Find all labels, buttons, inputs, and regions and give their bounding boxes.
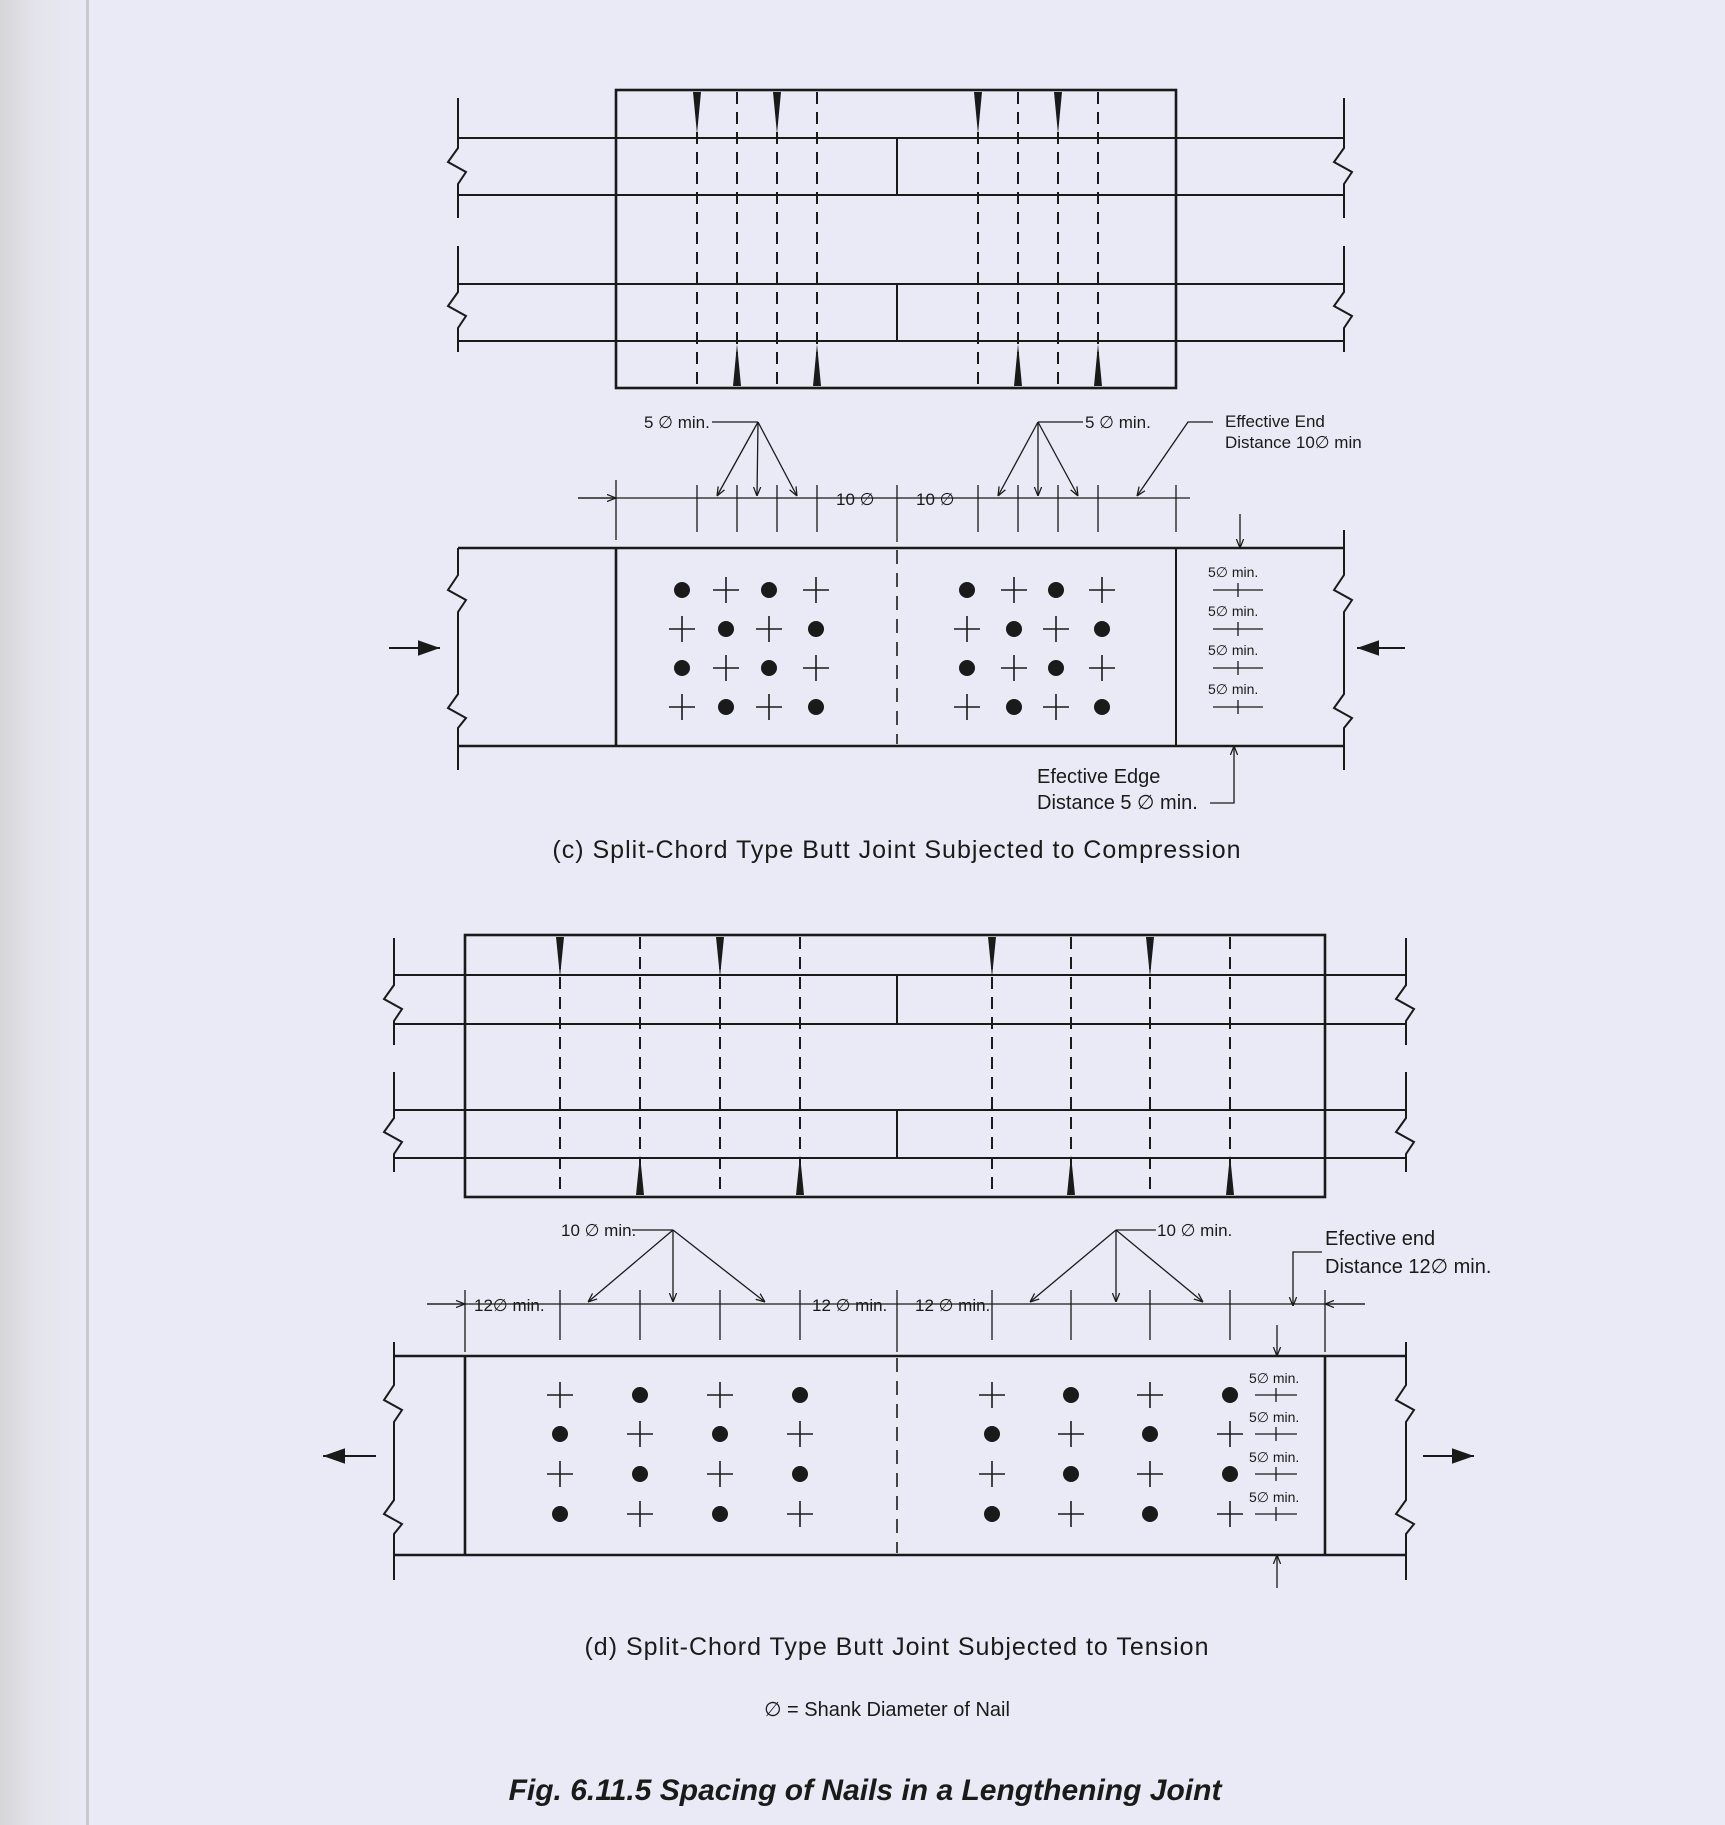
panel-d-edge-min-label-4: 5∅ min.	[1249, 1489, 1300, 1505]
nail-head-mark	[808, 699, 824, 715]
nail-point-mark	[1058, 1421, 1084, 1447]
nail-head-mark	[792, 1387, 808, 1403]
nail-head-mark	[1048, 582, 1064, 598]
nail-head-mark	[1063, 1466, 1079, 1482]
nail-point-mark	[713, 577, 739, 603]
nail-head-mark	[792, 1466, 808, 1482]
panel-d-dim-12-left: 12∅ min.	[474, 1296, 545, 1315]
panel-d-dim-12-mid-right: 12 ∅ min.	[915, 1296, 991, 1315]
panel-d-break-lines	[384, 938, 1414, 1172]
nail-point-mark	[669, 616, 695, 642]
nail-point-mark	[803, 577, 829, 603]
nail-head-mark	[1006, 621, 1022, 637]
nail-point-mark	[627, 1501, 653, 1527]
panel-c-edge-min-label-3: 5∅ min.	[1208, 642, 1259, 658]
shank-diameter-legend: ∅ = Shank Diameter of Nail	[764, 1699, 1010, 1721]
nail-point-mark	[787, 1421, 813, 1447]
panel-c-dimensions	[578, 422, 1213, 542]
panel-c-labels	[552, 412, 1361, 864]
nail-head-mark	[1048, 660, 1064, 676]
panel-c-chord-upper	[458, 138, 1344, 195]
nail-point-mark	[803, 655, 829, 681]
panel-c-edge-min-label-2: 5∅ min.	[1208, 603, 1259, 619]
nail-point-mark	[756, 616, 782, 642]
panel-c-effective-end-label-2: Distance 10∅ min	[1225, 433, 1362, 452]
nail-head-mark	[808, 621, 824, 637]
nail-head-mark	[959, 582, 975, 598]
panel-d-caption: (d) Split-Chord Type Butt Joint Subjected to Tension	[584, 1633, 1210, 1661]
panel-c-dim-10-right: 10 ∅	[916, 490, 955, 509]
panel-c-caption: (c) Split-Chord Type Butt Joint Subjected to Compression	[552, 836, 1242, 864]
panel-c-chord-lower	[458, 284, 1344, 341]
panel-c-edge-min-label-1: 5∅ min.	[1208, 564, 1259, 580]
nail-point-mark	[979, 1461, 1005, 1487]
nail-head-mark	[1222, 1387, 1238, 1403]
nail-head-mark	[674, 582, 690, 598]
nail-head-mark	[984, 1506, 1000, 1522]
nail-head-mark	[718, 621, 734, 637]
nail-head-mark	[1142, 1506, 1158, 1522]
panel-d-dim-12-mid-left: 12 ∅ min.	[812, 1296, 888, 1315]
nail-point-mark	[1058, 1501, 1084, 1527]
nail-point-mark	[979, 1382, 1005, 1408]
nail-head-mark	[674, 660, 690, 676]
nail-head-mark	[959, 660, 975, 676]
panel-d-dimensions	[427, 1230, 1365, 1352]
panel-d-effective-end-label-1: Efective end	[1325, 1228, 1436, 1250]
nail-head-mark	[552, 1426, 568, 1442]
nail-point-mark	[669, 694, 695, 720]
panel-d-labels	[474, 1221, 1491, 1661]
nail-point-mark	[707, 1461, 733, 1487]
nail-point-mark	[1001, 577, 1027, 603]
panel-c-5min-right-label: 5 ∅ min.	[1085, 413, 1151, 432]
panel-d-plan	[323, 1325, 1474, 1588]
panel-d-elevation	[384, 935, 1414, 1197]
panel-d-chord-lower	[394, 1110, 1406, 1158]
panel-d-10min-right-label: 10 ∅ min.	[1157, 1221, 1233, 1240]
nail-point-mark	[713, 655, 739, 681]
panel-d-edge-min-label-1: 5∅ min.	[1249, 1370, 1300, 1386]
nail-point-mark	[954, 616, 980, 642]
nail-head-mark	[1006, 699, 1022, 715]
nail-point-mark	[954, 694, 980, 720]
nail-head-mark	[761, 582, 777, 598]
nail-point-mark	[1217, 1501, 1243, 1527]
nail-point-mark	[547, 1382, 573, 1408]
nail-head-mark	[1094, 699, 1110, 715]
nail-head-mark	[632, 1466, 648, 1482]
nail-head-mark	[552, 1506, 568, 1522]
nail-point-mark	[1043, 616, 1069, 642]
nail-point-mark	[1001, 655, 1027, 681]
panel-d-10min-left-label: 10 ∅ min.	[561, 1221, 637, 1240]
nail-point-mark	[1137, 1461, 1163, 1487]
panel-d-edge-min-label-3: 5∅ min.	[1249, 1449, 1300, 1465]
nail-head-mark	[1063, 1387, 1079, 1403]
nail-head-mark	[712, 1426, 728, 1442]
nail-point-mark	[787, 1501, 813, 1527]
panel-d-nail-pattern	[547, 1382, 1243, 1527]
nail-head-mark	[1142, 1426, 1158, 1442]
nail-point-mark	[707, 1382, 733, 1408]
nail-point-mark	[1043, 694, 1069, 720]
nail-point-mark	[627, 1421, 653, 1447]
panel-c-edge-distance-label-1: Efective Edge	[1037, 766, 1161, 788]
panel-c-cover-plate	[616, 90, 1176, 388]
panel-c-edge-min-label-4: 5∅ min.	[1208, 681, 1259, 697]
panel-d-edge-min-label-2: 5∅ min.	[1249, 1409, 1300, 1425]
panel-c-elevation	[448, 90, 1352, 388]
panel-d-effective-end-label-2: Distance 12∅ min.	[1325, 1256, 1492, 1278]
nail-point-mark	[1137, 1382, 1163, 1408]
panel-c-dim-10-left: 10 ∅	[836, 490, 875, 509]
nail-point-mark	[1089, 577, 1115, 603]
panel-c-break-lines	[448, 98, 1352, 352]
nail-head-mark	[761, 660, 777, 676]
nail-point-mark	[756, 694, 782, 720]
nail-head-mark	[718, 699, 734, 715]
nail-head-mark	[712, 1506, 728, 1522]
nail-point-mark	[1089, 655, 1115, 681]
panel-c-nail-pattern	[669, 577, 1115, 720]
panel-c-effective-end-label-1: Effective End	[1225, 412, 1325, 431]
panel-c-plan	[389, 514, 1405, 803]
nail-head-mark	[984, 1426, 1000, 1442]
nail-head-mark	[1222, 1466, 1238, 1482]
panel-c-edge-distance-label-2: Distance 5 ∅ min.	[1037, 792, 1198, 814]
nail-head-mark	[1094, 621, 1110, 637]
panel-c-5min-left-label: 5 ∅ min.	[644, 413, 710, 432]
nail-head-mark	[632, 1387, 648, 1403]
panel-d-chord-upper	[394, 975, 1406, 1024]
nail-point-mark	[1217, 1421, 1243, 1447]
figure-title: Fig. 6.11.5 Spacing of Nails in a Lengthening Joint	[508, 1774, 1222, 1807]
nail-point-mark	[547, 1461, 573, 1487]
